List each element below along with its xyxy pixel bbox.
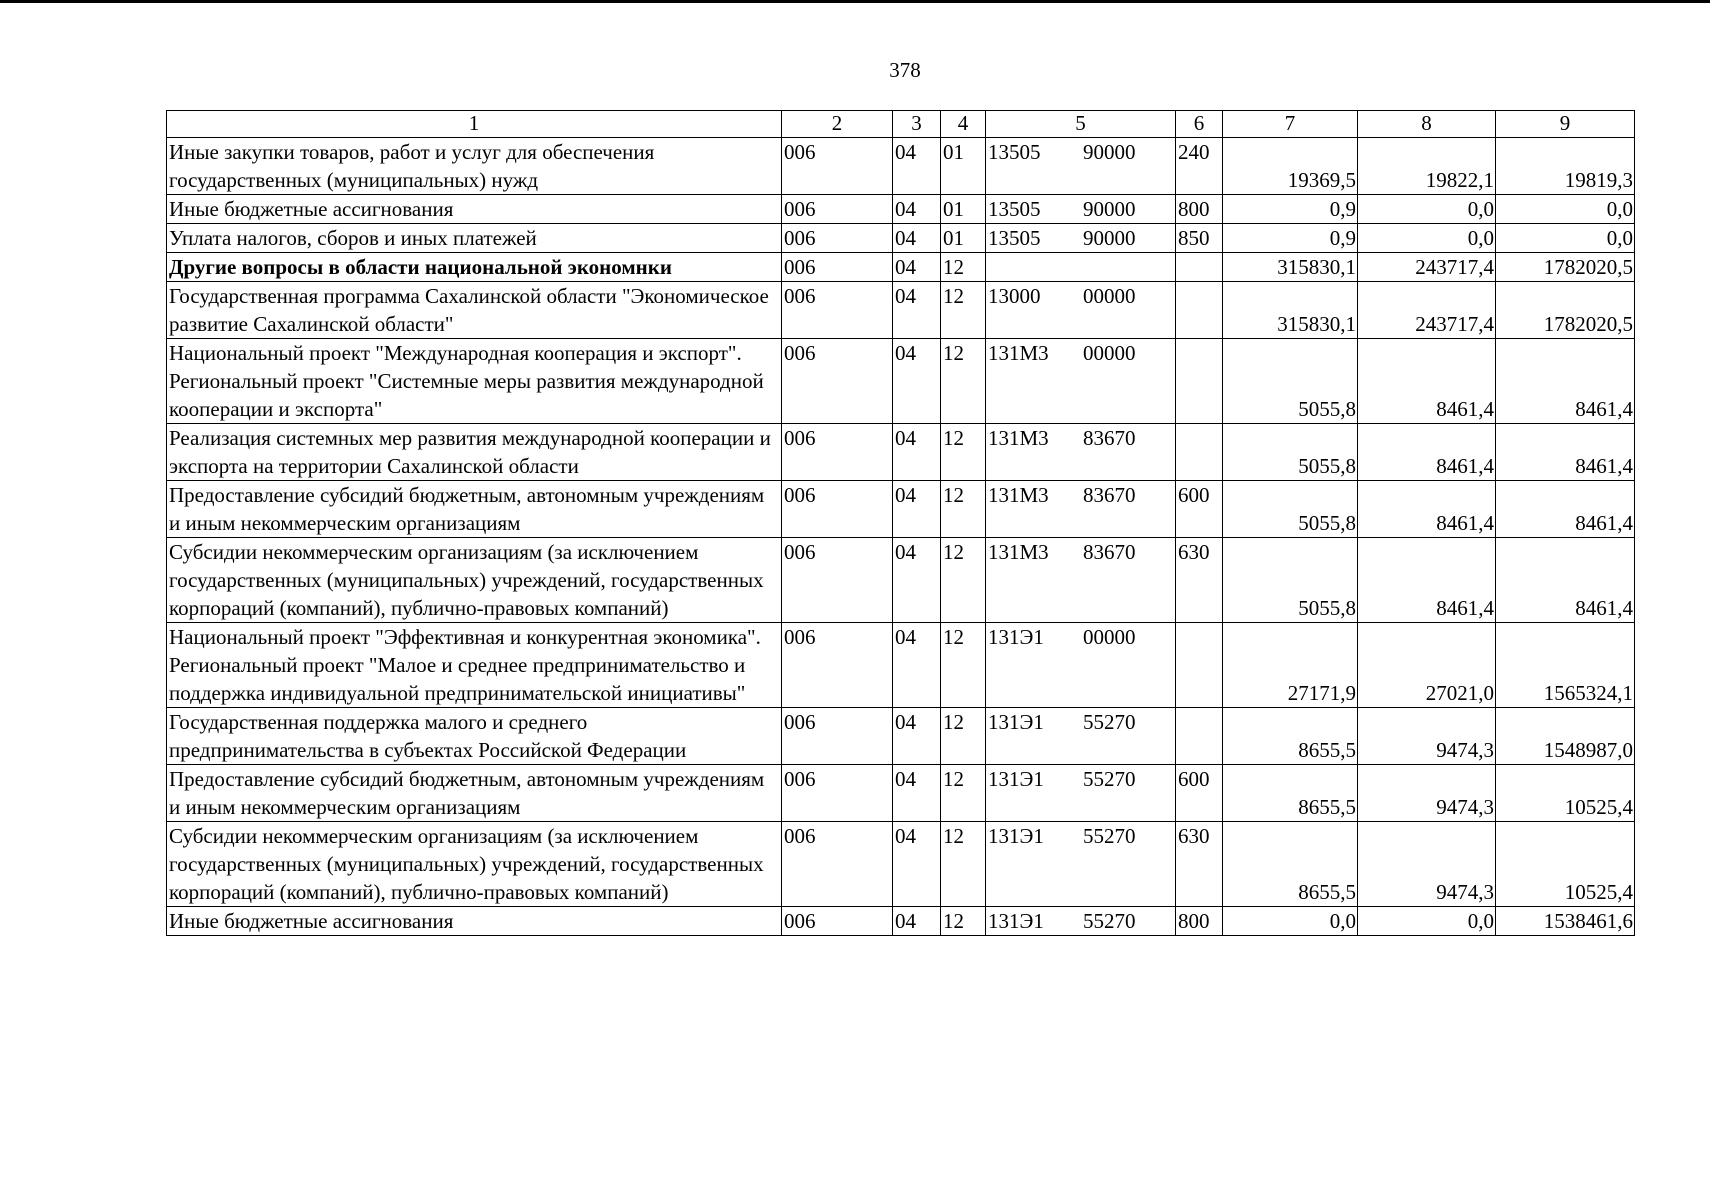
amount-col9: 8461,4 — [1496, 481, 1635, 538]
target-article-program: 131М3 — [988, 341, 1049, 365]
amount-col8: 243717,4 — [1358, 253, 1496, 282]
target-article-cell — [986, 481, 1176, 538]
amount-col7: 5055,8 — [1223, 538, 1358, 623]
subsection-code: 12 — [941, 538, 986, 623]
expense-type-code — [1176, 339, 1223, 424]
expense-name: Иные бюджетные ассигнования — [167, 907, 782, 936]
subsection-code: 01 — [941, 138, 986, 195]
expense-name: Уплата налогов, сборов и иных платежей — [167, 224, 782, 253]
column-number: 1 — [167, 111, 782, 138]
target-article-program: 131М3 — [988, 483, 1049, 507]
section-code: 04 — [893, 481, 941, 538]
section-code: 04 — [893, 138, 941, 195]
expense-name: Иные закупки товаров, работ и услуг для обеспечения государственных (муниципальных) нужд — [167, 138, 782, 195]
subsection-code: 12 — [941, 907, 986, 936]
expense-type-code: 800 — [1176, 195, 1223, 224]
section-code: 04 — [893, 282, 941, 339]
amount-col7: 8655,5 — [1223, 822, 1358, 907]
column-number: 4 — [941, 111, 986, 138]
ministry-code: 006 — [782, 282, 893, 339]
table-row — [167, 282, 1635, 339]
target-article-cell — [986, 138, 1176, 195]
amount-col8: 27021,0 — [1358, 623, 1496, 708]
section-code: 04 — [893, 224, 941, 253]
column-number: 2 — [782, 111, 893, 138]
expense-type-code: 800 — [1176, 907, 1223, 936]
amount-col9: 0,0 — [1496, 224, 1635, 253]
expense-type-code — [1176, 424, 1223, 481]
ministry-code: 006 — [782, 138, 893, 195]
section-code: 04 — [893, 538, 941, 623]
column-number: 3 — [893, 111, 941, 138]
target-article-direction: 55270 — [1083, 710, 1136, 734]
table-row — [167, 224, 1635, 253]
amount-col7: 8655,5 — [1223, 765, 1358, 822]
section-code: 04 — [893, 623, 941, 708]
table-row — [167, 424, 1635, 481]
amount-col8: 243717,4 — [1358, 282, 1496, 339]
table-row — [167, 822, 1635, 907]
section-code: 04 — [893, 424, 941, 481]
amount-col7: 0,9 — [1223, 195, 1358, 224]
subsection-code: 01 — [941, 224, 986, 253]
amount-col8: 0,0 — [1358, 224, 1496, 253]
amount-col9: 10525,4 — [1496, 765, 1635, 822]
budget-table — [166, 110, 1635, 936]
amount-col8: 8461,4 — [1358, 424, 1496, 481]
ministry-code: 006 — [782, 424, 893, 481]
target-article-direction: 90000 — [1083, 226, 1136, 250]
ministry-code: 006 — [782, 481, 893, 538]
subsection-code: 12 — [941, 708, 986, 765]
target-article-program: 131Э1 — [988, 625, 1044, 649]
target-article-program: 13505 — [988, 226, 1041, 250]
target-article-cell — [986, 282, 1176, 339]
amount-col7: 27171,9 — [1223, 623, 1358, 708]
ministry-code: 006 — [782, 538, 893, 623]
table-row — [167, 765, 1635, 822]
target-article-cell — [986, 708, 1176, 765]
subsection-code: 01 — [941, 195, 986, 224]
amount-col9: 0,0 — [1496, 195, 1635, 224]
target-article-cell — [986, 424, 1176, 481]
expense-name: Иные бюджетные ассигнования — [167, 195, 782, 224]
amount-col7: 0,9 — [1223, 224, 1358, 253]
target-article-program: 13505 — [988, 140, 1041, 164]
expense-name: Государственная программа Сахалинской области "Экономическое развитие Сахалинской области" — [167, 282, 782, 339]
section-code: 04 — [893, 195, 941, 224]
target-article-cell — [986, 822, 1176, 907]
expense-name: Субсидии некоммерческим организациям (за исключением государственных (муниципальных) учреждений, государственных корпораций (компаний), публично-правовых компаний) — [167, 822, 782, 907]
expense-type-code: 600 — [1176, 481, 1223, 538]
table-row — [167, 623, 1635, 708]
ministry-code: 006 — [782, 822, 893, 907]
target-article-program: 131Э1 — [988, 767, 1044, 791]
table-row — [167, 481, 1635, 538]
target-article-cell — [986, 253, 1176, 282]
target-article-direction: 00000 — [1083, 625, 1136, 649]
column-number-row — [167, 111, 1635, 138]
amount-col9: 8461,4 — [1496, 538, 1635, 623]
table-row — [167, 253, 1635, 282]
expense-type-code — [1176, 623, 1223, 708]
table-row — [167, 907, 1635, 936]
column-number: 8 — [1358, 111, 1496, 138]
subsection-code: 12 — [941, 282, 986, 339]
expense-type-code — [1176, 253, 1223, 282]
target-article-direction: 55270 — [1083, 824, 1136, 848]
amount-col9: 1548987,0 — [1496, 708, 1635, 765]
column-number: 6 — [1176, 111, 1223, 138]
amount-col7: 5055,8 — [1223, 481, 1358, 538]
table-row — [167, 538, 1635, 623]
amount-col9: 8461,4 — [1496, 424, 1635, 481]
amount-col8: 9474,3 — [1358, 765, 1496, 822]
expense-name: Национальный проект "Международная кооперация и экспорт". Региональный проект "Системные меры развития международной кооперации и экспорта" — [167, 339, 782, 424]
expense-name: Национальный проект "Эффективная и конкурентная экономика". Региональный проект "Малое и среднее предпринимательство и поддержка индивидуальной предпринимательской инициативы" — [167, 623, 782, 708]
target-article-cell — [986, 195, 1176, 224]
expense-type-code: 600 — [1176, 765, 1223, 822]
ministry-code: 006 — [782, 708, 893, 765]
expense-type-code: 850 — [1176, 224, 1223, 253]
expense-name: Предоставление субсидий бюджетным, автономным учреждениям и иным некоммерческим организациям — [167, 765, 782, 822]
target-article-cell — [986, 538, 1176, 623]
target-article-direction: 55270 — [1083, 767, 1136, 791]
amount-col8: 8461,4 — [1358, 538, 1496, 623]
amount-col9: 1782020,5 — [1496, 282, 1635, 339]
table-row — [167, 708, 1635, 765]
amount-col8: 0,0 — [1358, 907, 1496, 936]
subsection-code: 12 — [941, 765, 986, 822]
amount-col8: 19822,1 — [1358, 138, 1496, 195]
amount-col8: 9474,3 — [1358, 822, 1496, 907]
section-code: 04 — [893, 708, 941, 765]
target-article-cell — [986, 224, 1176, 253]
ministry-code: 006 — [782, 195, 893, 224]
ministry-code: 006 — [782, 907, 893, 936]
amount-col8: 8461,4 — [1358, 339, 1496, 424]
ministry-code: 006 — [782, 339, 893, 424]
amount-col7: 315830,1 — [1223, 253, 1358, 282]
amount-col7: 5055,8 — [1223, 424, 1358, 481]
subsection-code: 12 — [941, 623, 986, 708]
target-article-direction: 83670 — [1083, 426, 1136, 450]
expense-type-code — [1176, 708, 1223, 765]
table-row — [167, 195, 1635, 224]
subsection-code: 12 — [941, 253, 986, 282]
target-article-direction: 90000 — [1083, 140, 1136, 164]
table-row — [167, 138, 1635, 195]
column-number: 5 — [986, 111, 1176, 138]
section-code: 04 — [893, 907, 941, 936]
subsection-code: 12 — [941, 481, 986, 538]
expense-name: Субсидии некоммерческим организациям (за исключением государственных (муниципальных) учреждений, государственных корпораций (компаний), публично-правовых компаний) — [167, 538, 782, 623]
amount-col7: 315830,1 — [1223, 282, 1358, 339]
section-code: 04 — [893, 822, 941, 907]
amount-col7: 8655,5 — [1223, 708, 1358, 765]
expense-type-code: 630 — [1176, 538, 1223, 623]
target-article-program: 131М3 — [988, 540, 1049, 564]
amount-col7: 19369,5 — [1223, 138, 1358, 195]
ministry-code: 006 — [782, 253, 893, 282]
target-article-program: 131Э1 — [988, 824, 1044, 848]
amount-col9: 1565324,1 — [1496, 623, 1635, 708]
target-article-direction: 83670 — [1083, 540, 1136, 564]
target-article-cell — [986, 765, 1176, 822]
target-article-direction: 90000 — [1083, 197, 1136, 221]
amount-col9: 10525,4 — [1496, 822, 1635, 907]
expense-name: Другие вопросы в области национальной экономнки — [167, 253, 782, 282]
column-number: 7 — [1223, 111, 1358, 138]
subsection-code: 12 — [941, 339, 986, 424]
section-code: 04 — [893, 339, 941, 424]
section-code: 04 — [893, 765, 941, 822]
target-article-program: 13505 — [988, 197, 1041, 221]
column-number: 9 — [1496, 111, 1635, 138]
target-article-program: 13000 — [988, 284, 1041, 308]
amount-col8: 8461,4 — [1358, 481, 1496, 538]
amount-col9: 1782020,5 — [1496, 253, 1635, 282]
expense-type-code — [1176, 282, 1223, 339]
expense-name: Государственная поддержка малого и среднего предпринимательства в субъектах Российской Федерации — [167, 708, 782, 765]
expense-type-code: 630 — [1176, 822, 1223, 907]
target-article-direction: 83670 — [1083, 483, 1136, 507]
target-article-cell — [986, 623, 1176, 708]
expense-type-code: 240 — [1176, 138, 1223, 195]
subsection-code: 12 — [941, 822, 986, 907]
target-article-program: 131Э1 — [988, 909, 1044, 933]
section-code: 04 — [893, 253, 941, 282]
ministry-code: 006 — [782, 765, 893, 822]
ministry-code: 006 — [782, 623, 893, 708]
expense-name: Реализация системных мер развития международной кооперации и экспорта на территории Сахалинской области — [167, 424, 782, 481]
target-article-program: 131Э1 — [988, 710, 1044, 734]
amount-col8: 0,0 — [1358, 195, 1496, 224]
amount-col9: 8461,4 — [1496, 339, 1635, 424]
target-article-direction: 00000 — [1083, 341, 1136, 365]
target-article-cell — [986, 907, 1176, 936]
amount-col7: 0,0 — [1223, 907, 1358, 936]
table-row — [167, 339, 1635, 424]
target-article-cell — [986, 339, 1176, 424]
scan-top-edge — [0, 0, 1710, 3]
ministry-code: 006 — [782, 224, 893, 253]
amount-col9: 1538461,6 — [1496, 907, 1635, 936]
amount-col9: 19819,3 — [1496, 138, 1635, 195]
target-article-direction: 55270 — [1083, 909, 1136, 933]
target-article-direction: 00000 — [1083, 284, 1136, 308]
subsection-code: 12 — [941, 424, 986, 481]
amount-col8: 9474,3 — [1358, 708, 1496, 765]
target-article-program: 131М3 — [988, 426, 1049, 450]
page-number: 378 — [889, 58, 921, 82]
expense-name: Предоставление субсидий бюджетным, автономным учреждениям и иным некоммерческим организациям — [167, 481, 782, 538]
amount-col7: 5055,8 — [1223, 339, 1358, 424]
